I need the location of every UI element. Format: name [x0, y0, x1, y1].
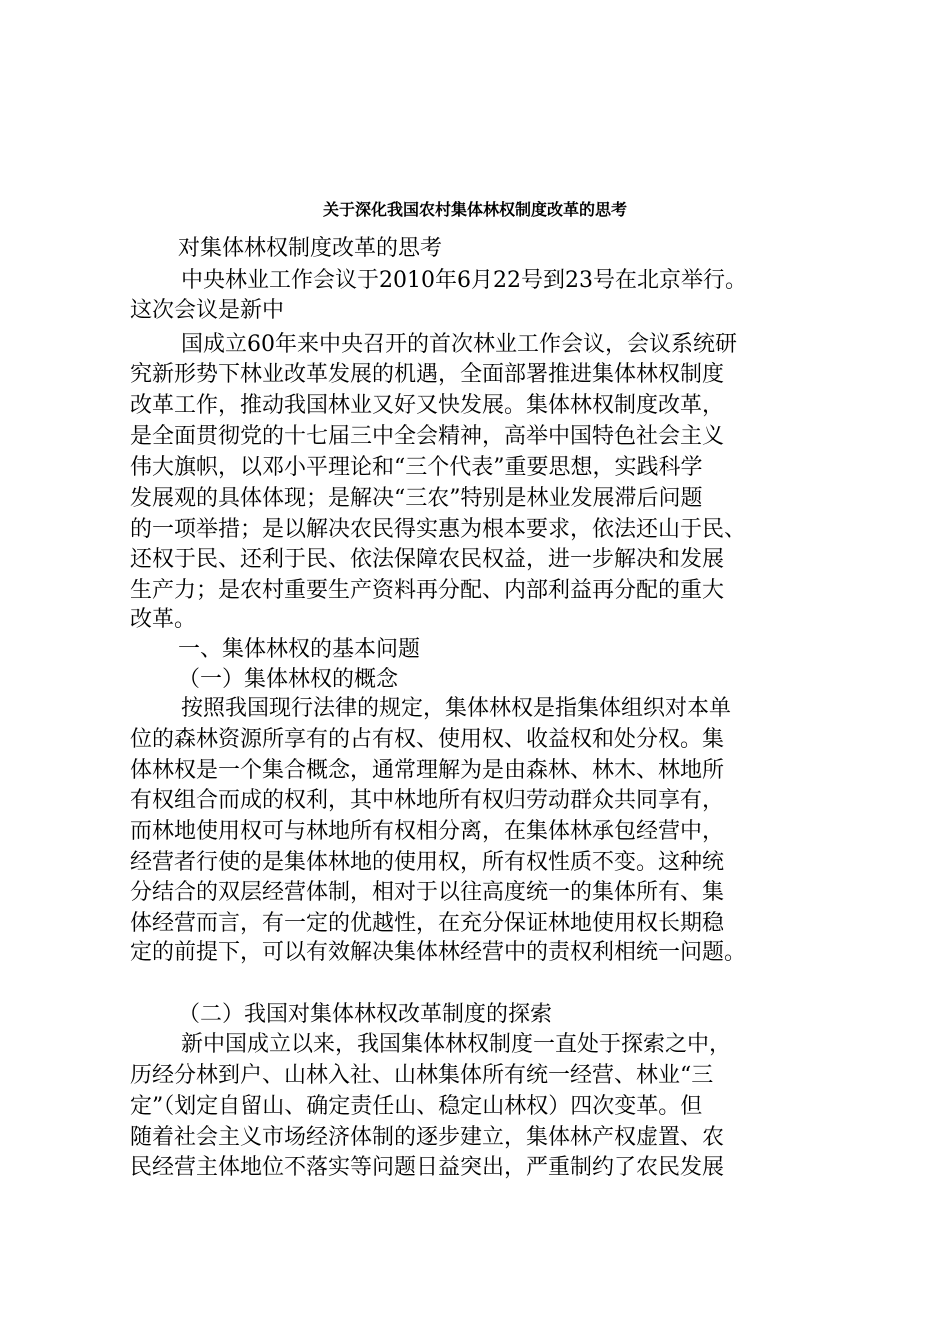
- body-line: 分结合的双层经营体制，相对于以往高度统一的集体所有、集: [130, 880, 725, 905]
- body-line: 究新形势下林业改革发展的机遇，全面部署推进集体林权制度: [130, 362, 725, 387]
- body-line: 体经营而言，有一定的优越性，在充分保证林地使用权长期稳: [130, 911, 725, 936]
- body-line: 的一项举措；是以解决农民得实惠为根本要求，依法还山于民、: [130, 517, 747, 542]
- body-line: 新中国成立以来，我国集体林权制度一直处于探索之中，: [181, 1032, 732, 1057]
- body-line: 发展观的具体体现；是解决“三农”特别是林业发展滞后问题: [130, 486, 703, 511]
- body-line: 定的前提下，可以有效解决集体林经营中的责权利相统一问题。: [130, 940, 747, 965]
- body-line: 这次会议是新中: [130, 298, 285, 323]
- body-line: 按照我国现行法律的规定，集体林权是指集体组织对本单: [181, 696, 732, 721]
- body-line: 生产力；是农村重要生产资料再分配、内部利益再分配的重大: [130, 578, 725, 603]
- body-line: 有权组合而成的权利，其中林地所有权归劳动群众共同享有，: [130, 788, 725, 813]
- subtitle-line: 对集体林权制度改革的思考: [178, 236, 443, 261]
- body-line: 经营者行使的是集体林地的使用权，所有权性质不变。这种统: [130, 850, 725, 875]
- body-line: 改革。: [130, 607, 197, 632]
- body-line: 改革工作，推动我国林业又好又快发展。集体林权制度改革，: [130, 393, 725, 418]
- body-line: 随着社会主义市场经济体制的逐步建立，集体林产权虚置、农: [130, 1125, 725, 1150]
- body-line: 国成立60年来中央召开的首次林业工作会议，会议系统研: [181, 332, 737, 357]
- body-line: 位的森林资源所享有的占有权、使用权、收益权和处分权。集: [130, 727, 725, 752]
- body-line: 还权于民、还利于民、依法保障农民权益，进一步解决和发展: [130, 547, 725, 572]
- body-line: 定”（划定自留山、确定责任山、稳定山林权）四次变革。但: [130, 1094, 703, 1119]
- body-line: 体林权是一个集合概念，通常理解为是由森林、林木、林地所: [130, 758, 725, 783]
- section-heading: 一、集体林权的基本问题: [178, 637, 421, 662]
- subsection-heading: （一）集体林权的概念: [178, 667, 399, 692]
- body-line: 伟大旗帜，以邓小平理论和“三个代表”重要思想，实践科学: [130, 455, 703, 480]
- body-line: 民经营主体地位不落实等问题日益突出，严重制约了农民发展: [130, 1155, 725, 1180]
- body-line: 中央林业工作会议于2010年6月22号到23号在北京举行。: [181, 268, 747, 293]
- body-line: 是全面贯彻党的十七届三中全会精神，高举中国特色社会主义: [130, 424, 725, 449]
- document-title: 关于深化我国农村集体林权制度改革的思考: [322, 200, 627, 219]
- body-line: 而林地使用权可与林地所有权相分离，在集体林承包经营中，: [130, 819, 725, 844]
- subsection-heading: （二）我国对集体林权改革制度的探索: [178, 1002, 553, 1027]
- body-line: 历经分林到户、山林入社、山林集体所有统一经营、林业“三: [130, 1063, 714, 1088]
